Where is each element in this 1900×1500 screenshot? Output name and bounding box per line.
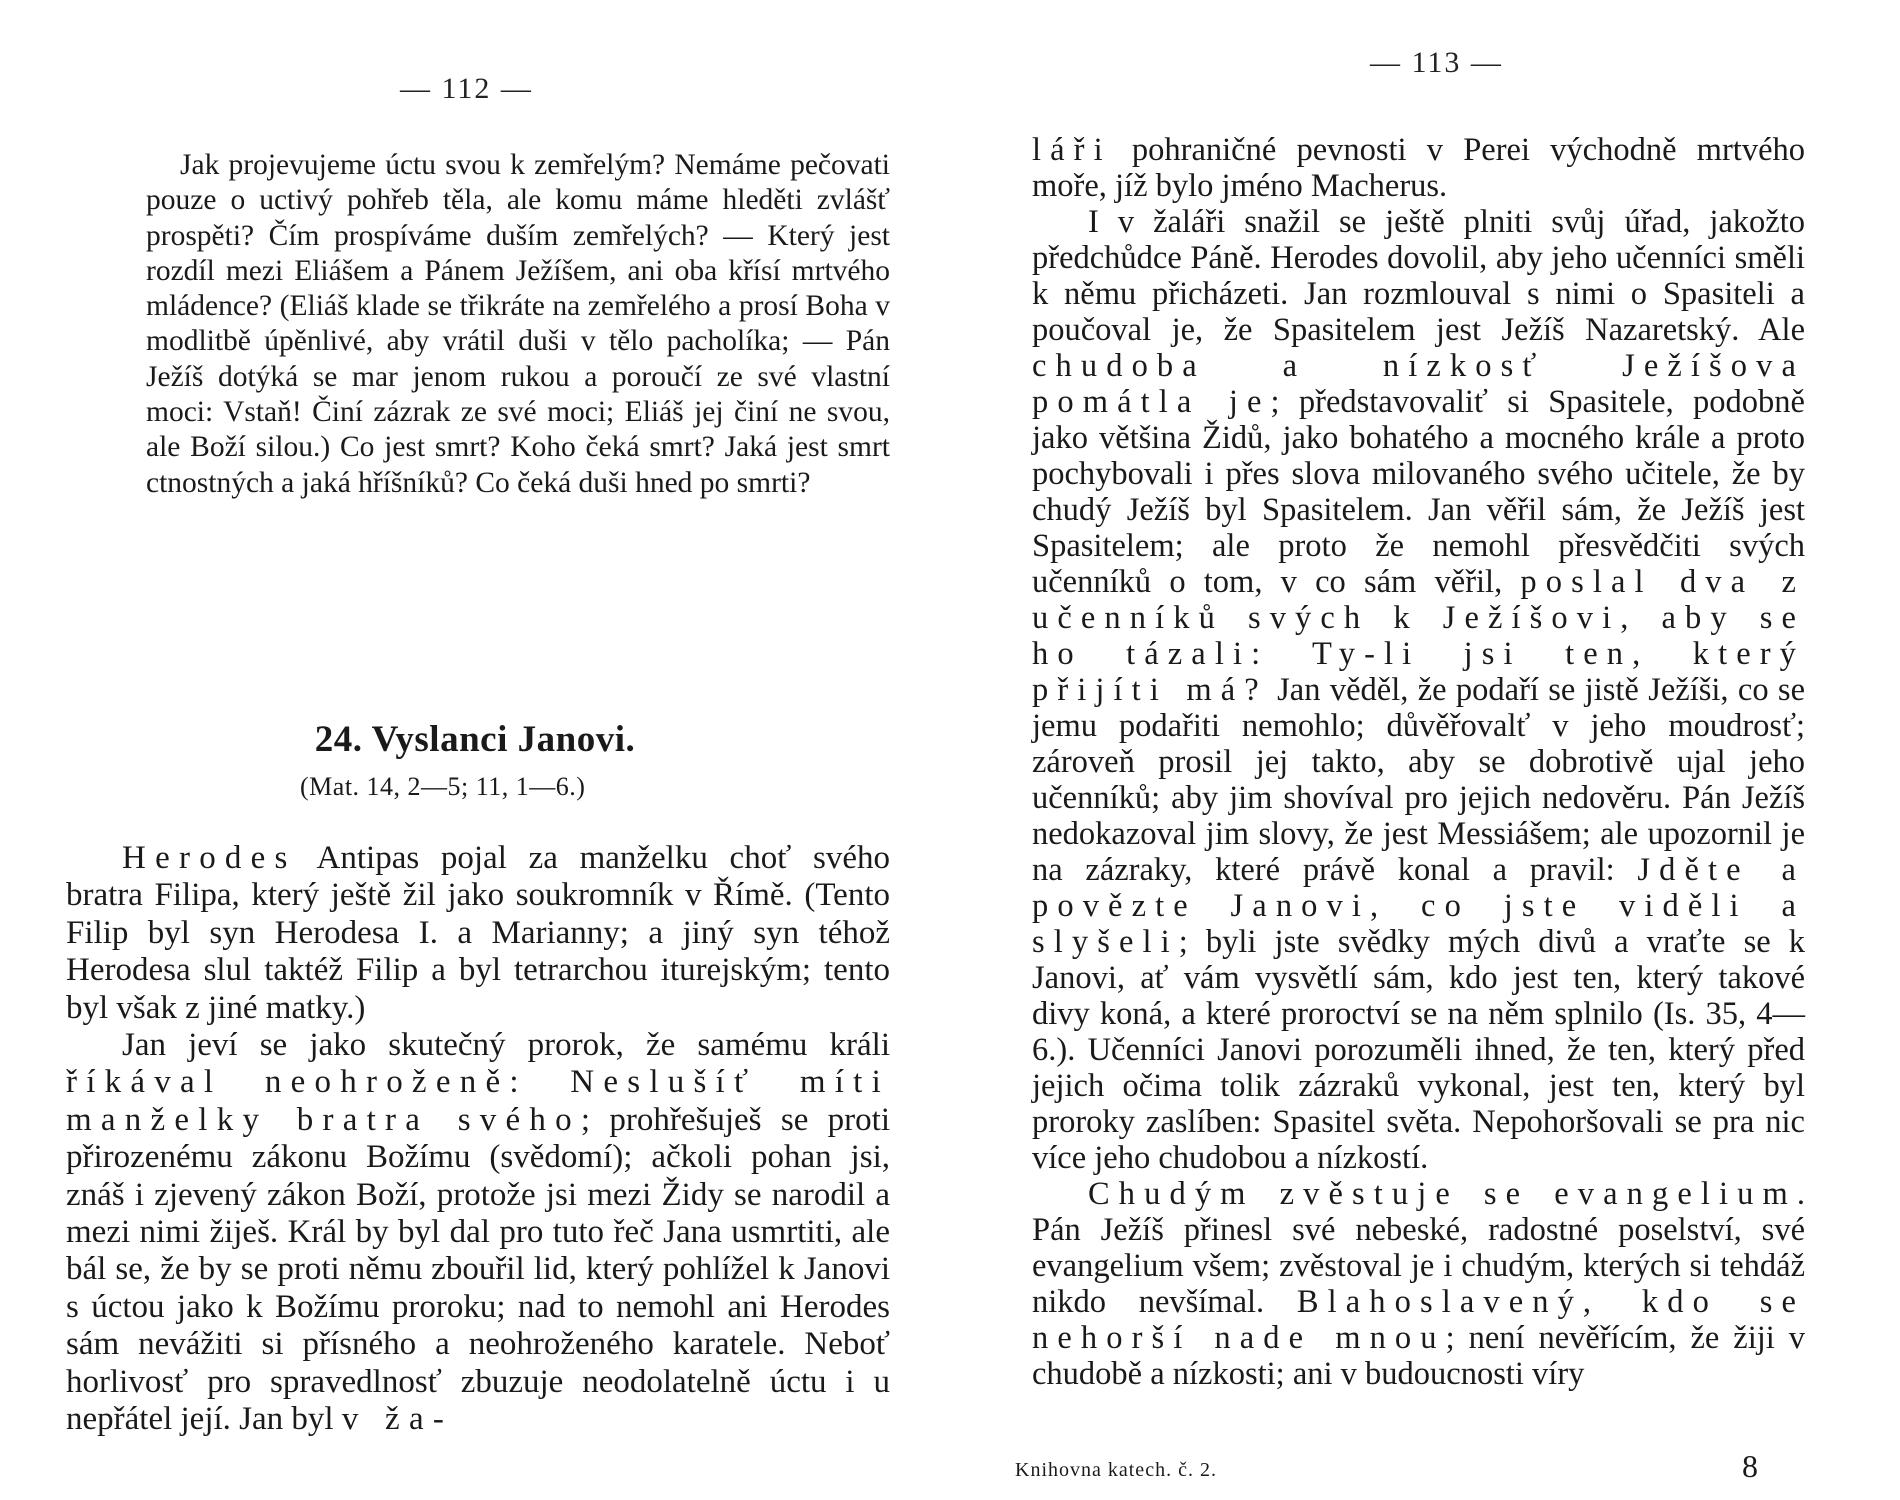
footer-note: Knihovna katech. č. 2.	[1015, 1459, 1217, 1481]
paragraph-evangelium-text-b: ; není nevěřícím, že žiji v chudobě a nízkosti; ani v budoucnosti víry	[1032, 1320, 1805, 1392]
emphasis-jdete: Jděte a povězte Janovi, co jste viděli a slyšeli	[1032, 852, 1805, 960]
emphasis-herodes: Herodes	[122, 840, 297, 876]
emphasis-v-zalari-start: v ža-	[341, 1401, 454, 1438]
emphasis-neohrozene: říkával neohroženě: Neslušíť míti manželky bratra svého	[66, 1064, 890, 1138]
emphasis-poslal: poslal dva z učenníků svých k Ježíšovi, aby se ho tázali: Ty-li jsi ten, který přijíti má?	[1032, 564, 1805, 708]
chapter-body-left	[66, 840, 890, 1439]
paragraph-zalar	[1032, 204, 1805, 1176]
paragraph-evangelium	[1032, 1176, 1805, 1392]
paragraph-evangelium-text-a: . Pán Ježíš přinesl své nebeské, radostné poselství, své evangelium všem; zvěstoval je i chudým, kterých si tehdáž nikdo nevšímal.	[1032, 1176, 1805, 1320]
chapter-body-right	[1032, 132, 1805, 1392]
page-number-left: — 112 —	[400, 72, 533, 105]
emphasis-lari: láři	[1032, 132, 1112, 168]
chapter-title: 24. Vyslanci Janovi.	[314, 719, 636, 760]
signature-mark: 8	[1742, 1448, 1758, 1484]
paragraph-macherus-text: pohraničné pevnosti v Perei východně mrtvého moře, jíž bylo jméno Macherus.	[1032, 132, 1805, 204]
paragraph-zalar-text-c: Jan věděl, že podaří se jistě Ježíši, co se jemu podařiti nemohlo; důvěřovalť v jeho moudrosť; zároveň prosil jej takto, aby se dobrotivě ujal jeho učenníků; aby jim shovíval pro jejich nedověru. Pán Ježíš nedokazoval jim slovy, že jest Messiášem; ale upozornil je na zázraky, které právě konal a pravil:	[1032, 672, 1805, 888]
paragraph-herodes-text: Antipas pojal za manželku choť svého bratra Filipa, který ještě žil jako soukromník v Římě. (Tento Filip byl syn Herodesa I. a Marianny; a jiný syn téhož Herodesa slul taktéž Filip a byl tetrarchou iturejským; tento byl však z jiné matky.)	[66, 840, 890, 1026]
paragraph-herodes	[66, 840, 890, 1027]
paragraph-zalar-text-a: I v žaláři snažil se ještě plniti svůj úřad, jakožto předchůdce Páně. Herodes dovolil, aby jeho učenníci směli k němu přicházeti. Jan rozmlouval s nimi o Spasiteli a poučoval je, že Spasitelem jest Ježíš Nazaretský. Ale	[1032, 204, 1805, 348]
emphasis-chudoba: chudoba a nízkosť Ježíšova pomátla je	[1032, 348, 1805, 420]
paragraph-jan-text-b: ; prohřešuješ se proti přirozenému zákonu Božímu (svědomí); ačkoli pohan jsi, znáš i zjevený zákon Boží, protože jsi mezi Židy se narodil a mezi nimi žiješ. Král by byl dal pro tuto řeč Jana usmrtiti, ale bál se, že by se proti němu zbouřil lid, který pohlížel k Janovi s úctou jako k Božímu proroku; nad to nemohl ani Herodes sám nevážiti si přísného a neohroženého karatele. Neboť horlivosť pro spravedlnosť zbuzuje neodolatelně úctu i u nepřátel její. Jan byl	[66, 1101, 890, 1438]
paragraph-macherus	[1032, 132, 1805, 204]
emphasis-blahoslaveny: Blahoslavený, kdo se nehorší nade mnou	[1032, 1284, 1805, 1356]
paragraph-jan-text-a: Jan jeví se jako skutečný prorok, že samému králi	[122, 1027, 890, 1064]
paragraph-jan-prorok	[66, 1027, 890, 1438]
right-page	[950, 0, 1900, 1500]
emphasis-chudym: Chudým zvěstuje se evangelium	[1088, 1176, 1797, 1212]
paragraph-zalar-text-d: ; byli jste svědky mých divů a vraťte se k Janovi, ať vám vysvětlí sám, kdo jest ten, který takové divy koná, a které proroctví se na něm splnilo (Is. 35, 4—6.). Učenníci Janovi porozuměli ihned, že ten, který před jejich očima tolik zázraků vykonal, jest ten, který byl proroky zaslíben: Spasitel světa. Nepohoršovali se pra nic více jeho chudobou a nízkostí.	[1032, 924, 1805, 1176]
chapter-reference: (Mat. 14, 2—5; 11, 1—6.)	[300, 772, 586, 801]
paragraph-zalar-text-b: ; představovaliť si Spasitele, podobně jako většina Židů, jako bohatého a mocného krále a proto pochybovali i přes slova milovaného svého učitele, že by chudý Ježíš byl Spasitelem. Jan věřil sám, že Ježíš jest Spasitelem; ale proto že nemohl přesvědčiti svých učenníků o tom, v co sám věřil,	[1032, 384, 1805, 600]
page-number-right: — 113 —	[1370, 46, 1503, 79]
review-questions-paragraph	[146, 148, 890, 501]
review-questions-text: Jak projevujeme úctu svou k zemřelým? Nemáme pečovati pouze o uctivý pohřeb těla, ale komu máme hleděti zvlášť prospěti? Čím prospíváme duším zemřelých? — Který jest rozdíl mezi Eliášem a Pánem Ježíšem, ani oba křísí mrtvého mládence? (Eliáš klade se třikráte na zemřelého a prosí Boha v modlitbě úpěnlivé, aby vrátil duši v tělo pacholíka; — Pán Ježíš dotýká se mar jenom rukou a poroučí ze své vlastní moci: Vstaň! Činí zázrak ze své moci; Eliáš jej činí ne svou, ale Boží silou.) Co jest smrt? Koho čeká smrt? Jaká jest smrt ctnostných a jaká hříšníků? Co čeká duši hned po smrti?	[146, 149, 890, 499]
